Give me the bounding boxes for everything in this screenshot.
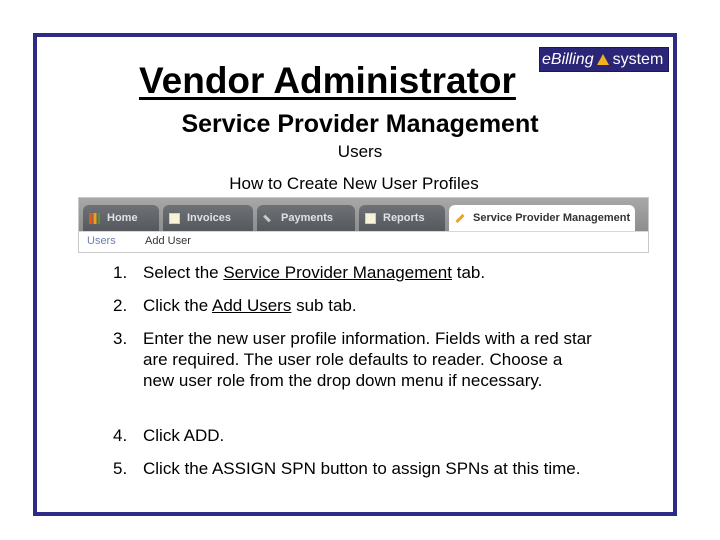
slide-title: Vendor Administrator [139, 60, 516, 101]
step-text: Click ADD. [143, 426, 225, 445]
tab-label: Reports [383, 212, 425, 224]
step-text-pre: Select the [143, 263, 224, 282]
tab-payments[interactable] [257, 205, 355, 231]
tab-service-provider-management[interactable] [449, 205, 635, 231]
tab-invoices[interactable] [163, 205, 253, 231]
tab-reports[interactable] [359, 205, 445, 231]
document-icon [365, 213, 376, 224]
step-text [143, 295, 593, 316]
tab-home[interactable] [83, 205, 159, 231]
step-text-post: sub tab. [291, 296, 357, 315]
logo-text-system: system [612, 50, 664, 68]
nav-tab-bar [79, 198, 648, 231]
document-icon [169, 213, 180, 224]
bar-chart-icon [89, 213, 100, 224]
step-text-post: tab. [452, 263, 486, 282]
step-text-link: Service Provider Management [223, 263, 452, 282]
nav-subtab-bar [79, 231, 648, 253]
slide-section: Users [337, 142, 383, 161]
step-text-link: Add Users [211, 296, 292, 315]
logo-text-ebilling: eBilling [542, 50, 594, 68]
wrench-icon [263, 214, 271, 222]
step-text-pre: Click the [143, 296, 212, 315]
tab-label: Invoices [187, 212, 232, 224]
ebilling-logo [539, 47, 669, 72]
slide-howto: How to Create New User Profiles [229, 174, 479, 193]
pencil-icon [455, 213, 464, 222]
step-text [143, 262, 593, 283]
slide-subtitle: Service Provider Management [181, 110, 539, 138]
subtab-add-user[interactable]: Add User [145, 235, 191, 247]
step-number: 4. [113, 426, 128, 445]
tab-label: Payments [281, 212, 333, 224]
step-number: 3. [113, 329, 128, 348]
tab-label: Service Provider Management [473, 212, 631, 224]
step-number: 2. [113, 296, 128, 315]
step-number: 1. [113, 263, 128, 282]
logo-triangle-icon [597, 54, 609, 65]
tab-label: Home [107, 212, 138, 224]
subtab-users[interactable]: Users [87, 235, 116, 247]
step-number: 5. [113, 459, 128, 478]
step-text: Enter the new user profile information. Fields with a red star are required. The user role defaults to reader. Choose a new user role from the drop down menu if necessary. [143, 329, 592, 390]
step-text: Click the ASSIGN SPN button to assign SPNs at this time. [143, 459, 581, 478]
app-nav-screenshot [78, 197, 649, 253]
